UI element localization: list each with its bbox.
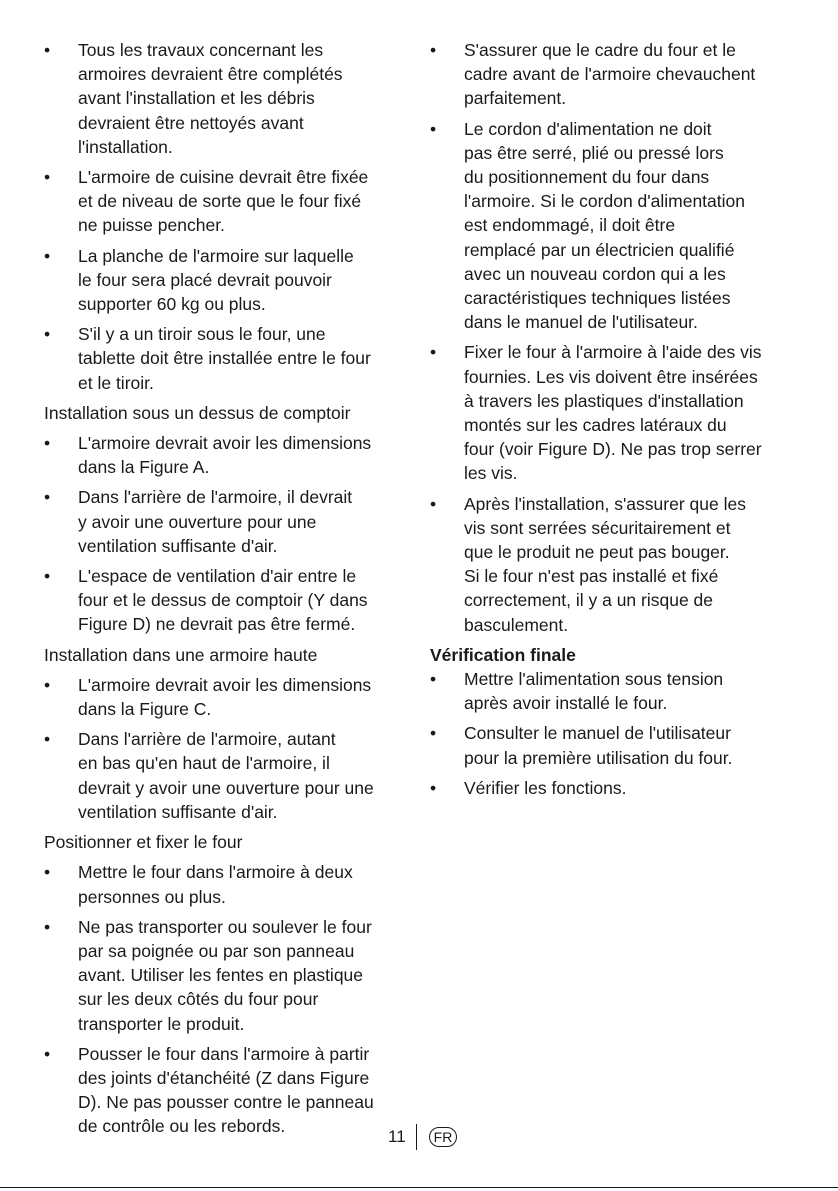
bullet-dot: • — [44, 245, 51, 266]
bullet-text: L'armoire de cuisine devrait être fixée et de niveau de sorte que le four fixé ne puisse pencher. — [78, 167, 369, 236]
bullet-item — [44, 673, 406, 721]
bullet-text: Pousser le four dans l'armoire à partir des joints d'étanchéité (Z dans Figure D). Ne pas pousser contre le panneau de contrôle ou les rebords. — [78, 1043, 374, 1137]
bullet-item — [430, 117, 800, 335]
right-column — [430, 38, 800, 806]
bullet-item — [44, 322, 406, 395]
bullet-item — [44, 915, 406, 1036]
bullet-dot: • — [430, 723, 437, 744]
footer-divider — [416, 1124, 417, 1150]
bullet-text: Consulter le manuel de l'utilisateur pour la première utilisation du four. — [464, 723, 733, 768]
intro-bullet-list — [44, 38, 406, 395]
language-badge: FR — [429, 1127, 458, 1147]
page-number: 11 — [388, 1127, 406, 1146]
bullet-text: L'armoire devrait avoir les dimensions dans la Figure C. — [78, 674, 372, 720]
bullet-item — [44, 485, 406, 558]
bullet-dot: • — [430, 493, 437, 514]
bullet-dot: • — [430, 118, 437, 139]
bullet-item — [44, 165, 406, 238]
bullet-text: Fixer le four à l'armoire à l'aide des vis fournies. Les vis doivent être insérées à travers les plastiques d'installation montés sur les cadres latéraux du four (voir Figure D). Ne pas trop serrer les vis. — [464, 342, 762, 484]
bullet-item — [44, 860, 406, 908]
bullet-text: S'il y a un tiroir sous le four, une tablette doit être installée entre le four et le tiroir. — [78, 324, 371, 393]
heading-high-cabinet-installation: Installation dans une armoire haute — [44, 644, 318, 665]
bullet-item — [44, 244, 406, 317]
bullet-dot: • — [44, 862, 51, 883]
bullet-dot: • — [44, 40, 51, 60]
bullet-text: L'espace de ventilation d'air entre le four et le dessus de comptoir (Y dans Figure D) ne devrait pas être fermé. — [78, 566, 368, 635]
bullet-item — [430, 776, 800, 800]
bullet-text: Mettre l'alimentation sous tension après avoir installé le four. — [464, 669, 724, 714]
heading-under-counter-installation: Installation sous un dessus de comptoir — [44, 402, 351, 423]
bullet-dot: • — [44, 566, 51, 587]
bullet-text: La planche de l'armoire sur laquelle le four sera placé devrait pouvoir supporter 60 kg ou plus. — [78, 245, 354, 315]
bullet-item — [430, 667, 800, 715]
bullet-dot: • — [44, 433, 51, 454]
bullet-text: Ne pas transporter ou soulever le four par sa poignée ou par son panneau avant. Utiliser les fentes en plastique sur les deux côtés du four pour transporter le produit. — [78, 916, 372, 1034]
final-check-bullet-list — [430, 667, 800, 800]
bullet-text: Vérifier les fonctions. — [464, 777, 627, 798]
bullet-text: Tous les travaux concernant les armoires devraient être complétés avant l'installation et les débris devraient être nettoyés avant l'installation. — [78, 40, 343, 157]
high-cabinet-bullet-list — [44, 673, 406, 824]
bullet-item — [44, 727, 406, 824]
bullet-dot: • — [430, 342, 437, 363]
bullet-dot: • — [44, 487, 51, 508]
bullet-dot: • — [44, 167, 51, 188]
bullet-text: S'assurer que le cadre du four et le cadre avant de l'armoire chevauchent parfaitement. — [464, 40, 756, 109]
bullet-item — [430, 340, 800, 485]
bullet-item — [44, 1042, 406, 1139]
under-counter-bullet-list — [44, 431, 406, 637]
bullet-item — [44, 564, 406, 637]
bullet-text: Après l'installation, s'assurer que les vis sont serrées sécuritairement et que le produit ne peut pas bouger. Si le four n'est pas installé et fixé correctement, il y a un risque de basculement. — [464, 493, 746, 635]
bullet-dot: • — [430, 40, 437, 60]
bottom-rule — [0, 1187, 838, 1188]
bullet-dot: • — [44, 674, 51, 695]
bullet-dot: • — [44, 729, 51, 750]
bullet-dot: • — [44, 324, 51, 345]
bullet-dot: • — [44, 1043, 51, 1064]
bullet-text: Le cordon d'alimentation ne doit pas être serré, plié ou pressé lors du positionnement du four dans l'armoire. Si le cordon d'alimentation est endommagé, il doit être remplacé par un électricien qualifié avec un nouveau cordon qui a les caractéristiques techniques listées dans le manuel de l'utilisateur. — [464, 118, 745, 333]
bullet-dot: • — [44, 916, 51, 937]
bullet-text: L'armoire devrait avoir les dimensions dans la Figure A. — [78, 433, 372, 478]
heading-final-check: Vérification finale — [430, 644, 576, 665]
positioning-bullet-list — [44, 860, 406, 1138]
bullet-item — [430, 492, 800, 637]
left-column — [44, 38, 406, 1145]
bullet-item — [44, 38, 406, 159]
bullet-item — [430, 38, 800, 111]
page-footer — [388, 1124, 457, 1150]
bullet-text: Dans l'arrière de l'armoire, autant en bas qu'en haut de l'armoire, il devrait y avoir une ouverture pour une ventilation suffisante d'air. — [78, 729, 374, 822]
bullet-item — [44, 431, 406, 479]
bullet-text: Mettre le four dans l'armoire à deux personnes ou plus. — [78, 862, 353, 907]
bullet-dot: • — [430, 777, 437, 798]
bullet-dot: • — [430, 669, 437, 690]
bullet-item — [430, 721, 800, 769]
fixing-bullet-list — [430, 38, 800, 637]
heading-positioning: Positionner et fixer le four — [44, 832, 243, 853]
bullet-text: Dans l'arrière de l'armoire, il devrait y avoir une ouverture pour une ventilation suffisante d'air. — [78, 487, 353, 556]
